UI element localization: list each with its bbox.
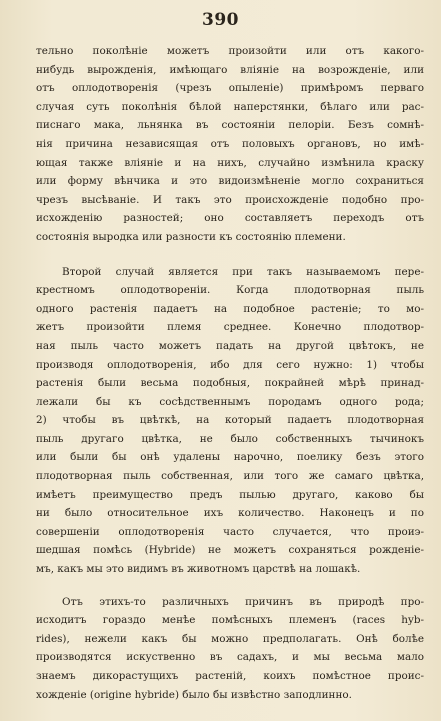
text-line: тельно поколѣніе можетъ произойти или отъ какого- [36, 45, 424, 57]
page-number: 390 [202, 10, 239, 30]
text-line: Отъ этихъ-то различныхъ причинъ въ природѣ про- [62, 595, 424, 608]
text-line: или форму вѣнчика и это видоизмѣненіе могло сохраниться [36, 175, 424, 188]
text-line: ная пыль часто можетъ падать на другой цвѣтокъ, не [36, 339, 424, 352]
text-line: ни было относительное ихъ количество. Наконецъ и по [36, 507, 424, 520]
paragraph-1 [36, 42, 424, 247]
text-line: или были бы онѣ удалены нарочно, поелику безъ этого [36, 451, 424, 464]
text-line: совершеніи оплодотворенія часто случается, что проиэ- [36, 525, 424, 538]
text-line: растенія были весьма подобныя, покрайней мѣрѣ принад- [36, 377, 424, 390]
text-line: ющая также вліяніе и на нихъ, случайно измѣнила краску [36, 156, 424, 169]
text-line: нія причина независящая отъ половыхъ органовъ, но имѣ- [36, 137, 424, 150]
text-line: состоянія выродка или разности къ состоянію племени. [36, 230, 346, 243]
text-line: лежали бы къ сосѣдственнымъ породамъ одного рода; [36, 395, 424, 408]
text-line: хожденіе (origine hybride) было бы извѣстно заподлинно. [36, 688, 352, 701]
text-line: случая суть поколѣнія бѣлой наперстянки, бѣлаго или рас- [36, 100, 424, 113]
text-line: крестномъ оплодотвореніи. Когда плодотворная пыль [36, 284, 424, 297]
text-line: мъ, какъ мы это видимъ въ животномъ царствѣ на лошакѣ. [36, 563, 361, 576]
text-line: исхожденію разностей; оно составляетъ переходъ отъ [36, 212, 424, 225]
body-text [36, 42, 424, 704]
text-line: жетъ произойти племя среднее. Конечно плодотвор- [36, 321, 424, 334]
text-line: имѣетъ преимущество предъ пылью другаго, каково бы [36, 488, 424, 501]
text-line: производя оплодотворенія, ибо для сего нужно: 1) чтобы [36, 358, 424, 371]
paragraph-3 [36, 593, 424, 705]
text-line: плодотворная пыль собственная, или того же самаго цвѣтка, [36, 470, 424, 483]
text-line: писнаго мака, льнянка въ состояніи пелоріи. Безъ сомнѣ- [36, 119, 424, 132]
text-line: 2) чтобы въ цвѣткѣ, на который падаетъ плодотворная [36, 414, 424, 427]
text-line: знаемъ дикорастущихъ растеній, коихъ помѣстное проис- [36, 670, 424, 682]
text-line: одного растенія падаетъ на подобное растеніе; то мо- [36, 302, 424, 315]
paragraph-2 [36, 263, 424, 579]
text-line: исходитъ гораздо менѣе помѣсныхъ племенъ (races hyb- [36, 614, 424, 627]
text-line: нибудь вырожденія, имѣющаго вліяніе на возрожденіе, или [36, 63, 424, 76]
text-line: отъ оплодотворенія (чрезъ опыленіе) примѣромъ перваго [36, 82, 424, 95]
text-line: производятся искуственно въ садахъ, и мы весьма мало [36, 651, 424, 664]
text-line: шедшая помѣсь (Hybride) не можетъ сохраняться рожденіе- [36, 544, 424, 557]
text-line: rides), нежели какъ бы можно предполагать. Онѣ болѣе [36, 632, 424, 645]
text-line: пыль другаго цвѣтка, не было собственныхъ тычинокъ [36, 432, 424, 445]
paragraph-spacer [36, 579, 424, 593]
text-line: Второй случай является при такъ называемомъ пере- [62, 265, 424, 278]
paragraph-spacer [36, 247, 424, 263]
text-line: чрезъ высѣваніе. И такъ это происхожденіе подобно про- [36, 193, 424, 206]
